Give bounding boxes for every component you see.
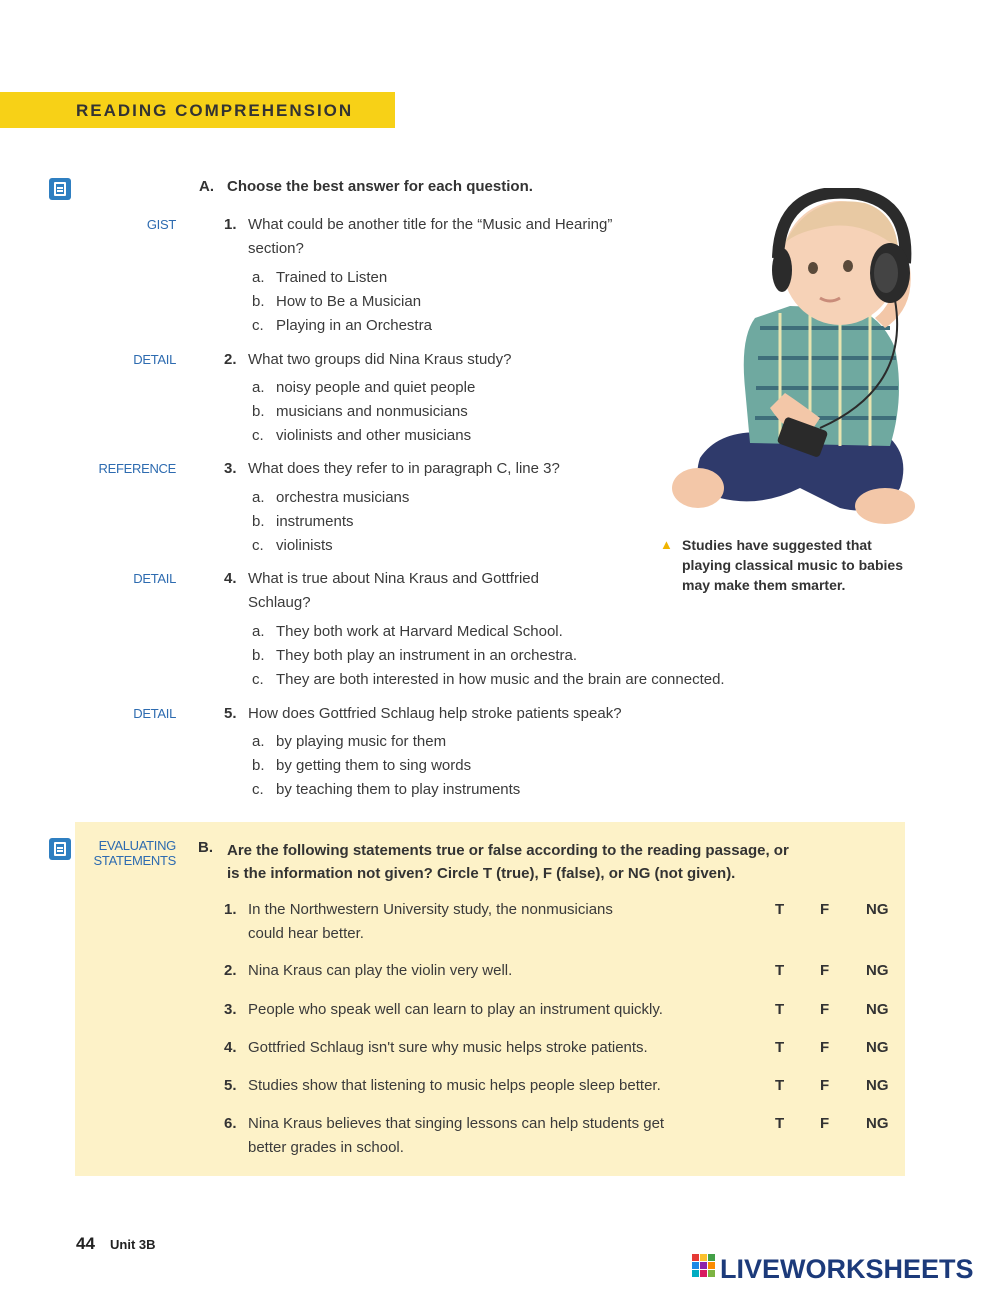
choice-not-given[interactable]: NG — [866, 1115, 889, 1132]
choice-false[interactable]: F — [820, 1077, 830, 1094]
option-letter: b. — [252, 293, 265, 310]
statement-line: People who speak well can learn to play an instrument quickly. — [248, 1001, 663, 1018]
instruction-line: Are the following statements true or false according to the reading passage, or — [227, 842, 789, 859]
statement-text — [248, 1074, 661, 1098]
question-line: How does Gottfried Schlaug help stroke patients speak? — [248, 705, 622, 722]
question-line: What does they refer to in paragraph C, line 3? — [248, 460, 560, 477]
choice-false[interactable]: F — [820, 901, 830, 918]
option-letter: c. — [252, 317, 264, 334]
statement-number: 5. — [224, 1077, 237, 1094]
statement-line: Studies show that listening to music helps people sleep better. — [248, 1077, 661, 1094]
section-a-letter: A. — [199, 178, 214, 195]
option-text: by playing music for them — [276, 733, 447, 750]
choice-true[interactable]: T — [775, 901, 785, 918]
photo-caption — [682, 535, 942, 595]
liveworksheets-watermark: LIVEWORKSHEETS — [720, 1254, 974, 1284]
answer-option[interactable] — [252, 757, 471, 774]
caption-line: playing classical music to babies — [682, 557, 903, 573]
statement-number: 3. — [224, 1001, 237, 1018]
option-text: Playing in an Orchestra — [276, 317, 432, 334]
option-letter: c. — [252, 671, 264, 688]
choice-not-given[interactable]: NG — [866, 962, 889, 979]
answer-option[interactable] — [252, 781, 520, 798]
question-text — [248, 567, 539, 615]
statement-text — [248, 898, 613, 946]
statement-line: In the Northwestern University study, the nonmusicians — [248, 901, 613, 918]
choice-true[interactable]: T — [775, 1039, 785, 1056]
question-number: 4. — [224, 570, 237, 587]
question-line: What could be another title for the “Music and Hearing” — [248, 216, 613, 233]
skill-label-detail: DETAIL — [133, 706, 176, 721]
option-letter: c. — [252, 537, 264, 554]
choice-true[interactable]: T — [775, 1001, 785, 1018]
answer-option[interactable] — [252, 317, 432, 334]
worksheet-icon — [49, 178, 71, 200]
question-line: What two groups did Nina Kraus study? — [248, 351, 512, 368]
section-b-letter: B. — [198, 839, 213, 856]
option-letter: b. — [252, 403, 265, 420]
option-letter: a. — [252, 489, 265, 506]
skill-label-gist: GIST — [146, 217, 176, 232]
section-a-instruction: Choose the best answer for each question. — [227, 178, 533, 195]
answer-option[interactable] — [252, 647, 577, 664]
skill-label-detail: DETAIL — [133, 571, 176, 586]
question-text — [248, 213, 612, 261]
statement-line: better grades in school. — [248, 1139, 404, 1156]
choice-false[interactable]: F — [820, 1115, 830, 1132]
choice-not-given[interactable]: NG — [866, 901, 889, 918]
choice-not-given[interactable]: NG — [866, 1039, 889, 1056]
question-number: 5. — [224, 705, 237, 722]
statement-line: Nina Kraus believes that singing lessons can help students get — [248, 1115, 665, 1132]
answer-option[interactable] — [252, 489, 409, 506]
statement-text — [248, 998, 663, 1022]
question-line: What is true about Nina Kraus and Gottfried — [248, 570, 539, 587]
section-title: READING COMPREHENSION — [76, 101, 354, 120]
question-line: Schlaug? — [248, 594, 311, 611]
skill-line: STATEMENTS — [93, 853, 176, 868]
choice-false[interactable]: F — [820, 1039, 830, 1056]
skill-label-detail: DETAIL — [133, 352, 176, 367]
option-text: Trained to Listen — [276, 269, 388, 286]
skill-line: EVALUATING — [98, 838, 176, 853]
option-letter: c. — [252, 427, 264, 444]
option-letter: b. — [252, 513, 265, 530]
question-number: 3. — [224, 460, 237, 477]
option-letter: c. — [252, 781, 264, 798]
option-text: musicians and nonmusicians — [276, 403, 468, 420]
answer-option[interactable] — [252, 269, 387, 286]
choice-not-given[interactable]: NG — [866, 1077, 889, 1094]
option-text: by teaching them to play instruments — [276, 781, 521, 798]
caption-line: Studies have suggested that — [682, 537, 872, 553]
option-text: instruments — [276, 513, 354, 530]
statement-number: 6. — [224, 1115, 237, 1132]
question-text — [248, 702, 622, 726]
choice-not-given[interactable]: NG — [866, 1001, 889, 1018]
question-number: 1. — [224, 216, 237, 233]
answer-option[interactable] — [252, 427, 471, 444]
baby-with-headphones-photo — [660, 188, 960, 528]
page-number: 44 — [76, 1234, 95, 1253]
answer-option[interactable] — [252, 513, 354, 530]
choice-true[interactable]: T — [775, 1077, 785, 1094]
answer-option[interactable] — [252, 379, 475, 396]
statement-number: 1. — [224, 901, 237, 918]
statement-number: 4. — [224, 1039, 237, 1056]
unit-label: Unit 3B — [110, 1237, 156, 1252]
option-text: They both work at Harvard Medical School. — [276, 623, 563, 640]
option-text: violinists and other musicians — [276, 427, 472, 444]
liveworksheets-logo-icon — [692, 1254, 716, 1278]
answer-option[interactable] — [252, 623, 563, 640]
option-text: How to Be a Musician — [276, 293, 422, 310]
option-text: They both play an instrument in an orchestra. — [276, 647, 577, 664]
option-text: by getting them to sing words — [276, 757, 472, 774]
option-text: They are both interested in how music and the brain are connected. — [276, 671, 725, 688]
option-letter: b. — [252, 757, 265, 774]
choice-false[interactable]: F — [820, 962, 830, 979]
option-text: orchestra musicians — [276, 489, 410, 506]
statement-text — [248, 1036, 648, 1060]
caption-line: may make them smarter. — [682, 577, 846, 593]
section-b-instruction — [227, 839, 789, 885]
skill-label-reference: REFERENCE — [98, 461, 176, 476]
answer-option[interactable] — [252, 733, 446, 750]
caret-up-icon: ▲ — [660, 537, 673, 552]
statement-number: 2. — [224, 962, 237, 979]
option-text: noisy people and quiet people — [276, 379, 476, 396]
choice-true[interactable]: T — [775, 962, 785, 979]
statement-line: Nina Kraus can play the violin very well. — [248, 962, 513, 979]
skill-label-evaluating — [66, 838, 176, 868]
answer-option[interactable] — [252, 671, 725, 688]
question-line: section? — [248, 240, 304, 257]
choice-true[interactable]: T — [775, 1115, 785, 1132]
answer-option[interactable] — [252, 403, 468, 420]
option-letter: a. — [252, 623, 265, 640]
option-text: violinists — [276, 537, 333, 554]
question-number: 2. — [224, 351, 237, 368]
statement-text — [248, 959, 512, 983]
option-letter: a. — [252, 733, 265, 750]
statement-line: could hear better. — [248, 925, 364, 942]
statement-text — [248, 1112, 664, 1160]
choice-false[interactable]: F — [820, 1001, 830, 1018]
answer-option[interactable] — [252, 293, 421, 310]
option-letter: a. — [252, 379, 265, 396]
statement-line: Gottfried Schlaug isn't sure why music helps stroke patients. — [248, 1039, 648, 1056]
instruction-line: is the information not given? Circle T (true), F (false), or NG (not given). — [227, 865, 736, 882]
option-letter: a. — [252, 269, 265, 286]
answer-option[interactable] — [252, 537, 333, 554]
question-text — [248, 348, 511, 372]
option-letter: b. — [252, 647, 265, 664]
question-text — [248, 457, 560, 481]
